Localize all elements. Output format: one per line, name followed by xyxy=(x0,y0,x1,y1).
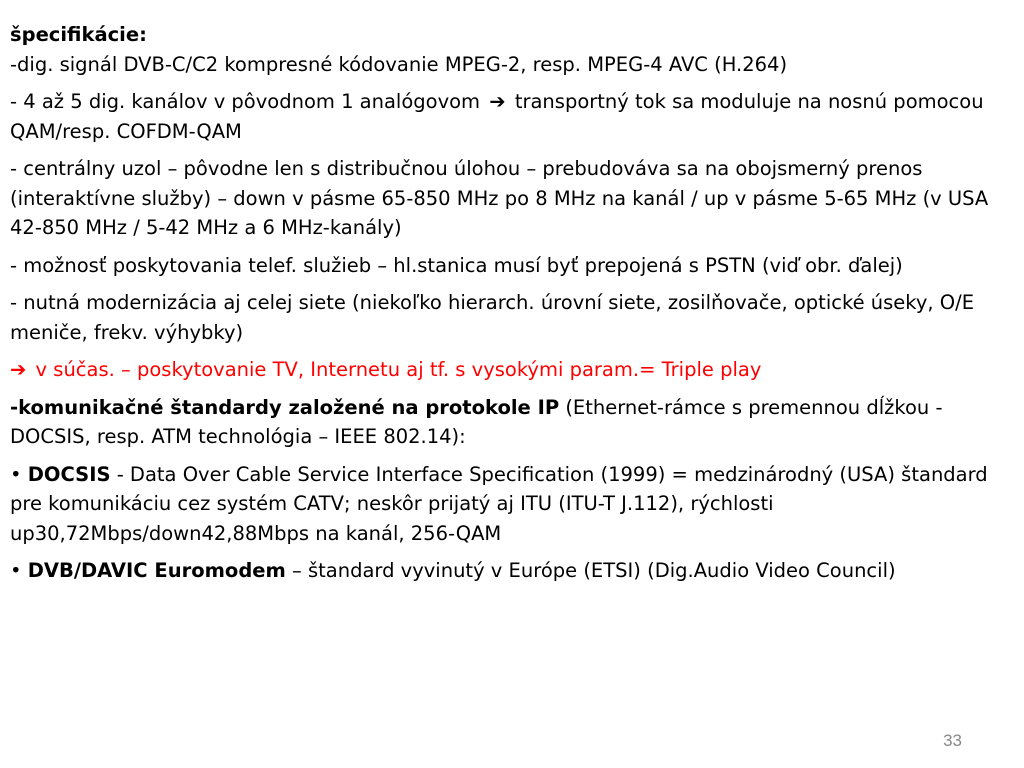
paragraph-digital-channels-text: - 4 až 5 dig. kanálov v pôvodnom 1 analógovom xyxy=(10,90,481,113)
paragraph-central-node: - centrálny uzol – pôvodne len s distribučnou úlohou – prebudováva sa na obojsmerný prenos (interaktívne služby) – down v pásme 65-850 MHz po 8 MHz na kanál / up v pásme 5-65 MHz (v USA 42-850 MHz / 5-42 MHz a 6 MHz-kanály) xyxy=(10,157,989,239)
paragraph-telephony: - možnosť poskytovania telef. služieb – hl.stanica musí byť prepojená s PSTN (viď obr. ďalej) xyxy=(10,253,903,277)
ip-standards-text: (Ethernet-rámce s premennou dĺžkou - DOCSIS, resp. ATM technológia – IEEE 802.14): xyxy=(10,395,943,448)
paragraph-digital-channels xyxy=(10,87,1004,146)
paragraph-ip-standards xyxy=(10,393,1004,452)
right-arrow-icon: ➔ xyxy=(10,358,27,381)
heading: špecifikácie: xyxy=(10,23,147,46)
docsis-bold: DOCSIS xyxy=(27,462,111,486)
slide-number: 33 xyxy=(943,731,962,750)
euromodem-bold: DVB/DAVIC Euromodem xyxy=(27,559,286,582)
paragraph-digital-channels-text-2: transportný tok sa moduluje na nosnú pomocou QAM/resp. COFDM-QAM xyxy=(10,90,984,143)
bullet-icon: • xyxy=(10,559,22,582)
paragraph-docsis xyxy=(10,460,1004,549)
paragraph-triple-play xyxy=(10,355,1004,385)
ip-standards-bold: -komunikačné štandardy založené na protokole IP xyxy=(10,395,560,419)
paragraph-dvb-signal: -dig. signál DVB-C/C2 kompresné kódovanie MPEG-2, resp. MPEG-4 AVC (H.264) xyxy=(10,52,788,76)
right-arrow-icon: ➔ xyxy=(489,90,506,113)
paragraph-triple-play-text: v súčas. – poskytovanie TV, Internetu aj tf. s vysokými param.= Triple play xyxy=(35,358,762,381)
docsis-text: - Data Over Cable Service Interface Specification (1999) = medzinárodný (USA) štandard pre komunikáciu cez systém CATV; neskôr prijatý aj ITU (ITU-T J.112), rýchlosti up30,72Mbps/down42,88Mbps na kanál, 256-QAM xyxy=(10,462,988,545)
paragraph-modernization: - nutná modernizácia aj celej siete (niekoľko hierarch. úrovní siete, zosilňovače, optické úseky, O/E meniče, frekv. výhybky) xyxy=(10,291,975,344)
bullet-icon: • xyxy=(10,462,22,486)
paragraph-euromodem xyxy=(10,556,1004,586)
euromodem-text: – štandard vyvinutý v Európe (ETSI) (Dig.Audio Video Council) xyxy=(285,559,896,582)
